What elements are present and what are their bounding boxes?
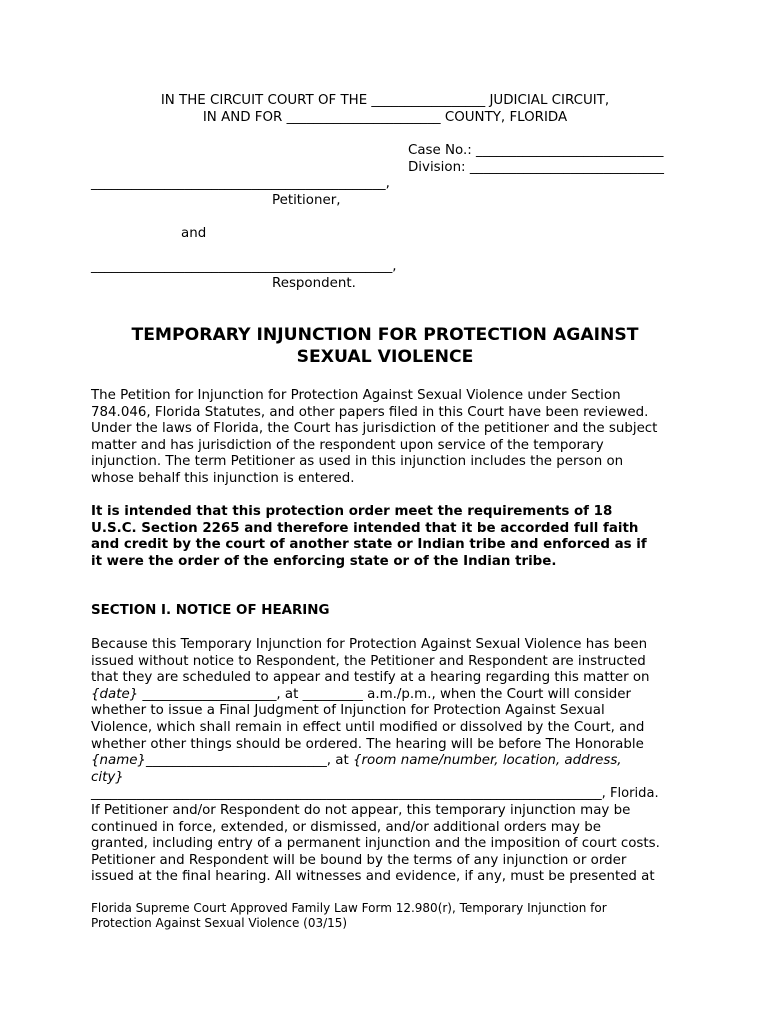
section-1-line: issued without notice to Respondent, the Petitioner and Respondent are instructed bbox=[91, 653, 646, 669]
intro-line: injunction. The term Petitioner as used in this injunction includes the person on bbox=[91, 454, 624, 470]
full-faith-paragraph bbox=[91, 504, 691, 570]
section-1-line: Because this Temporary Injunction for Protection Against Sexual Violence has been bbox=[91, 637, 648, 652]
petitioner-label: Petitioner, bbox=[272, 193, 341, 208]
document-title-line2: SEXUAL VIOLENCE bbox=[296, 347, 474, 367]
location-blank-line: ______________________________________________________________________________, Florida. bbox=[91, 786, 659, 802]
section-1-line: whether to issue a Final Judgment of Injunction for Protection Against Sexual bbox=[91, 703, 605, 719]
section-1-line: If Petitioner and/or Respondent do not appear, this temporary injunction may be bbox=[91, 802, 631, 818]
petitioner-line: ____________________________________________, bbox=[91, 176, 390, 191]
date-placeholder: {date} bbox=[91, 686, 139, 702]
court-header bbox=[0, 93, 770, 127]
form-footer bbox=[91, 901, 607, 932]
section-1-body bbox=[91, 637, 691, 886]
section-1-line: Petitioner and Respondent will be bound by the terms of any injunction or order bbox=[91, 852, 627, 868]
intro-line: The Petition for Injunction for Protection Against Sexual Violence under Section bbox=[91, 388, 621, 403]
city-placeholder: city} bbox=[91, 769, 124, 785]
section-1-line: issued at the final hearing. All witnesses and evidence, if any, must be presented at bbox=[91, 869, 655, 885]
footer-line1: Florida Supreme Court Approved Family Law Form 12.980(r), Temporary Injunction for bbox=[91, 901, 607, 915]
case-number-field: Case No.: ____________________________ bbox=[408, 143, 664, 158]
document-title bbox=[0, 324, 770, 368]
court-header-line2: IN AND FOR _______________________ COUNTY, FLORIDA bbox=[202, 109, 568, 125]
full-faith-line: U.S.C. Section 2265 and therefore intended that it be accorded full faith bbox=[91, 520, 639, 536]
division-field: Division: _____________________________ bbox=[408, 159, 664, 175]
full-faith-line: It is intended that this protection order meet the requirements of 18 bbox=[91, 504, 613, 519]
intro-line: 784.046, Florida Statutes, and other papers filed in this Court have been reviewed. bbox=[91, 404, 649, 420]
section-1-line: Violence, which shall remain in effect until modified or dissolved by the Court, and bbox=[91, 719, 645, 735]
document-title-line1: TEMPORARY INJUNCTION FOR PROTECTION AGAINST bbox=[131, 325, 639, 345]
intro-paragraph bbox=[91, 388, 691, 488]
judge-name-placeholder: {name} bbox=[91, 753, 147, 769]
intro-line: Under the laws of Florida, the Court has jurisdiction of the petitioner and the subject bbox=[91, 421, 658, 437]
section-1-line: granted, including entry of a permanent injunction and the imposition of court costs. bbox=[91, 836, 660, 852]
court-header-line1: IN THE CIRCUIT COURT OF THE _________________ JUDICIAL CIRCUIT, bbox=[160, 93, 610, 108]
full-faith-line: and credit by the court of another state or Indian tribe and enforced as if bbox=[91, 537, 647, 553]
date-time-blanks: ____________________, at _________ a.m./p.m., when the Court will consider bbox=[138, 686, 632, 702]
case-block bbox=[408, 143, 664, 177]
section-1-line: continued in force, extended, or dismissed, and/or additional orders may be bbox=[91, 819, 601, 835]
judge-name-blank: ___________________________, at bbox=[146, 753, 354, 769]
section-1-line: that they are scheduled to appear and testify at a hearing regarding this matter on bbox=[91, 670, 650, 686]
and-label: and bbox=[181, 226, 207, 241]
intro-line: whose behalf this injunction is entered. bbox=[91, 470, 355, 486]
section-1-heading: SECTION I. NOTICE OF HEARING bbox=[91, 603, 330, 618]
intro-line: matter and has jurisdiction of the respondent upon service of the temporary bbox=[91, 437, 604, 453]
section-1-line: whether other things should be ordered. The hearing will be before The Honorable bbox=[91, 736, 644, 752]
section-1-line bbox=[91, 687, 691, 704]
room-placeholder: {room name/number, location, address, bbox=[353, 753, 622, 769]
footer-line2: Protection Against Sexual Violence (03/15) bbox=[91, 916, 348, 931]
section-1-line bbox=[91, 753, 691, 770]
respondent-line: _____________________________________________, bbox=[91, 259, 397, 274]
respondent-label: Respondent. bbox=[272, 276, 356, 291]
full-faith-line: it were the order of the enforcing state or of the Indian tribe. bbox=[91, 553, 557, 569]
